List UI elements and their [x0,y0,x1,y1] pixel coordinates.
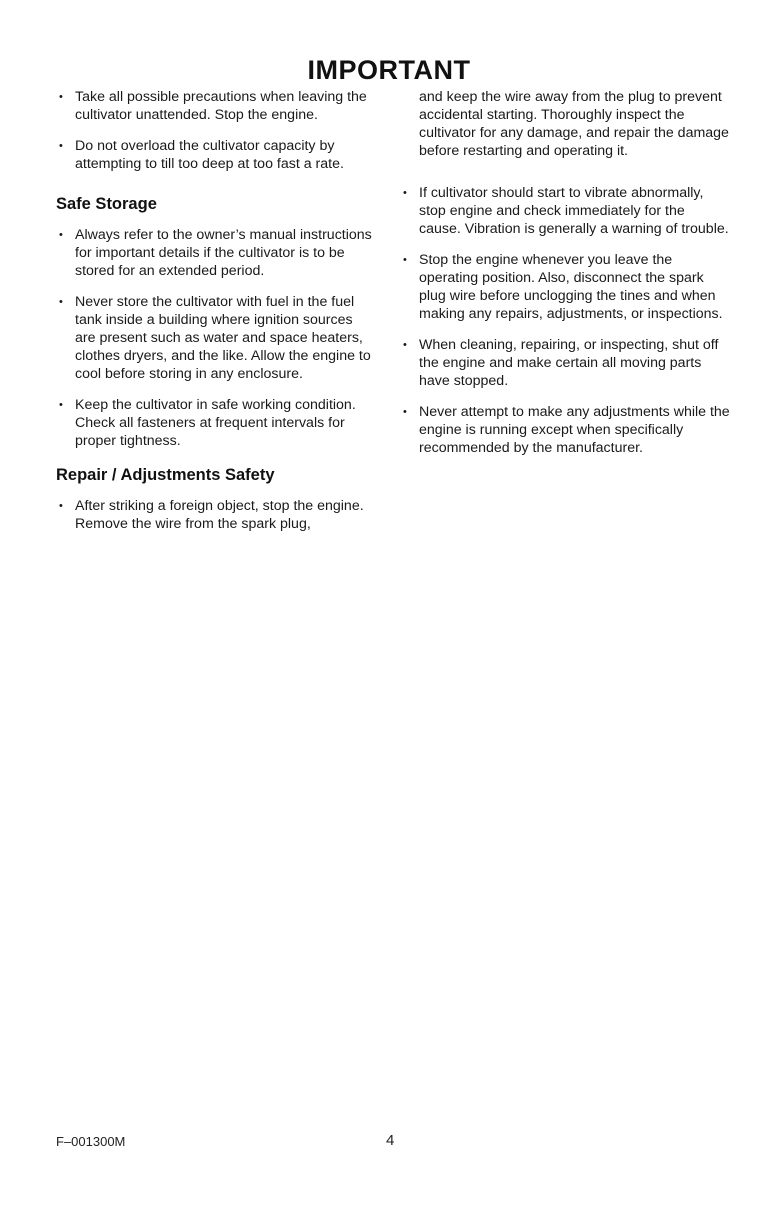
right-column [400,88,730,470]
page-title: IMPORTANT [307,55,471,85]
list-item: • After striking a foreign object, stop the engine. Remove the wire from the spark plug, [56,497,376,533]
list-item: • Stop the engine whenever you leave the operating position. Also, disconnect the spark plug wire before unclogging the tines and when making any repairs, adjustments, or inspections. [400,251,730,323]
repair-continued-list [400,184,730,457]
list-item: • Never attempt to make any adjustments while the engine is running except when specifically recommended by the manufacturer. [400,403,730,457]
list-item: • Take all possible precautions when leaving the cultivator unattended. Stop the engine. [56,88,376,124]
repair-heading: Repair / Adjustments Safety [56,466,275,484]
list-item: • Do not overload the cultivator capacity by attempting to till too deep at too fast a rate. [56,137,376,173]
safe-storage-heading: Safe Storage [56,195,157,213]
list-item: • Never store the cultivator with fuel in the fuel tank inside a building where ignition sources are present such as water and space heaters, clothes dryers, and the like. Allow the engine to cool before storing in any enclosure. [56,293,376,383]
left-column [56,88,376,546]
list-item: • Always refer to the owner’s manual instructions for important details if the cultivator is to be stored for an extended period. [56,226,376,280]
repair-list [56,497,376,533]
intro-list [56,88,376,173]
list-item: • When cleaning, repairing, or inspecting, shut off the engine and make certain all moving parts have stopped. [400,336,730,390]
safe-storage-list [56,226,376,450]
page-number: 4 [386,1132,395,1149]
list-item: • If cultivator should start to vibrate abnormally, stop engine and check immediately for the cause. Vibration is generally a warning of trouble. [400,184,730,238]
list-item: • Keep the cultivator in safe working condition. Check all fasteners at frequent intervals for proper tightness. [56,396,376,450]
document-code: F–001300M [56,1134,126,1149]
continued-text: and keep the wire away from the plug to prevent accidental starting. Thoroughly inspect the cultivator for any damage, and repair the damage before restarting and operating it. [419,89,729,159]
